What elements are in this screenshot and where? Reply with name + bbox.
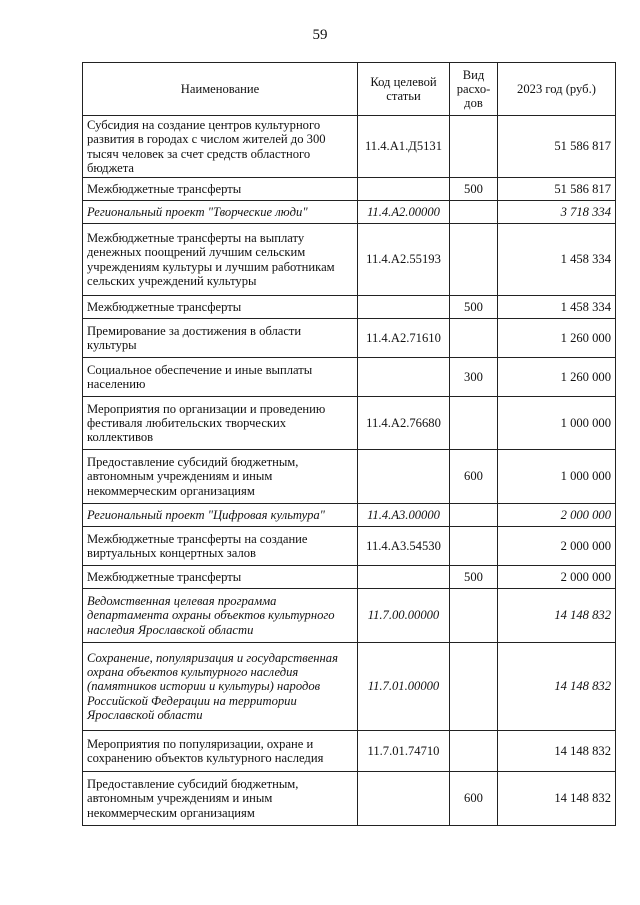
row-amount: 1 000 000: [498, 397, 616, 450]
row-name: Субсидия на создание центров культурного развития в городах с числом жителей до 300 тысяч человек за счет средств областного бюджета: [83, 116, 358, 178]
row-amount: 51 586 817: [498, 178, 616, 201]
row-amount: 1 260 000: [498, 319, 616, 358]
row-amount: 1 458 334: [498, 224, 616, 296]
row-type: [450, 731, 498, 772]
header-amount: 2023 год (руб.): [498, 63, 616, 116]
table-row: [83, 178, 616, 201]
row-type: [450, 116, 498, 178]
table-row: [83, 358, 616, 397]
row-code: 11.4.А1.Д5131: [358, 116, 450, 178]
row-type: [450, 224, 498, 296]
row-type: 600: [450, 772, 498, 826]
row-name: Мероприятия по популяризации, охране и сохранению объектов культурного наследия: [83, 731, 358, 772]
table-row: [83, 450, 616, 504]
row-amount: 2 000 000: [498, 504, 616, 527]
row-code: [358, 450, 450, 504]
row-code: [358, 178, 450, 201]
row-amount: 14 148 832: [498, 643, 616, 731]
row-type: 500: [450, 566, 498, 589]
row-name: Межбюджетные трансферты: [83, 296, 358, 319]
row-name: Социальное обеспечение и иные выплаты населению: [83, 358, 358, 397]
row-type: [450, 504, 498, 527]
row-code: 11.7.00.00000: [358, 589, 450, 643]
row-type: 600: [450, 450, 498, 504]
row-type: 300: [450, 358, 498, 397]
row-name: Региональный проект "Творческие люди": [83, 201, 358, 224]
row-amount: 14 148 832: [498, 731, 616, 772]
row-code: [358, 772, 450, 826]
row-amount: 14 148 832: [498, 772, 616, 826]
row-code: [358, 358, 450, 397]
budget-table: [82, 62, 616, 826]
row-name: Межбюджетные трансферты: [83, 178, 358, 201]
row-name: Межбюджетные трансферты на выплату денежных поощрений лучшим сельским учреждениям культуры и лучшим работникам сельских учреждений культуры: [83, 224, 358, 296]
header-type: Вид расхо-дов: [450, 63, 498, 116]
table-row: [83, 566, 616, 589]
row-type: [450, 643, 498, 731]
row-amount: 2 000 000: [498, 566, 616, 589]
row-type: 500: [450, 296, 498, 319]
row-name: Ведомственная целевая программа департамента охраны объектов культурного наследия Ярославской области: [83, 589, 358, 643]
row-type: [450, 319, 498, 358]
row-code: 11.4.А2.55193: [358, 224, 450, 296]
row-amount: 3 718 334: [498, 201, 616, 224]
table-row: [83, 224, 616, 296]
row-code: 11.4.А2.76680: [358, 397, 450, 450]
row-code: [358, 566, 450, 589]
row-type: [450, 201, 498, 224]
row-name: Мероприятия по организации и проведению фестиваля любительских творческих коллективов: [83, 397, 358, 450]
row-amount: 14 148 832: [498, 589, 616, 643]
row-name: Межбюджетные трансферты: [83, 566, 358, 589]
table-row: [83, 116, 616, 178]
row-name: Предоставление субсидий бюджетным, автономным учреждениям и иным некоммерческим организациям: [83, 772, 358, 826]
row-code: [358, 296, 450, 319]
row-type: 500: [450, 178, 498, 201]
row-amount: 1 000 000: [498, 450, 616, 504]
row-type: [450, 397, 498, 450]
table-row: [83, 527, 616, 566]
table-row: [83, 397, 616, 450]
table-row: [83, 296, 616, 319]
table-header-row: [83, 63, 616, 116]
row-code: 11.7.01.74710: [358, 731, 450, 772]
row-amount: 1 260 000: [498, 358, 616, 397]
table-row: [83, 504, 616, 527]
table-row: [83, 643, 616, 731]
row-name: Межбюджетные трансферты на создание виртуальных концертных залов: [83, 527, 358, 566]
table-row: [83, 589, 616, 643]
page-number: 59: [312, 27, 328, 43]
table-row: [83, 772, 616, 826]
header-code: Код целевой статьи: [358, 63, 450, 116]
row-name: Премирование за достижения в области культуры: [83, 319, 358, 358]
row-code: 11.4.А3.54530: [358, 527, 450, 566]
table-row: [83, 319, 616, 358]
row-code: 11.4.А3.00000: [358, 504, 450, 527]
row-name: Региональный проект "Цифровая культура": [83, 504, 358, 527]
header-name: Наименование: [83, 63, 358, 116]
row-name: Сохранение, популяризация и государственная охрана объектов культурного наследия (памятников истории и культуры) народов Российской Федерации на территории Ярославской области: [83, 643, 358, 731]
row-amount: 51 586 817: [498, 116, 616, 178]
row-code: 11.4.А2.00000: [358, 201, 450, 224]
row-type: [450, 527, 498, 566]
row-name: Предоставление субсидий бюджетным, автономным учреждениям и иным некоммерческим организациям: [83, 450, 358, 504]
row-code: 11.7.01.00000: [358, 643, 450, 731]
row-amount: 1 458 334: [498, 296, 616, 319]
row-type: [450, 589, 498, 643]
table-row: [83, 201, 616, 224]
row-amount: 2 000 000: [498, 527, 616, 566]
table-row: [83, 731, 616, 772]
row-code: 11.4.А2.71610: [358, 319, 450, 358]
